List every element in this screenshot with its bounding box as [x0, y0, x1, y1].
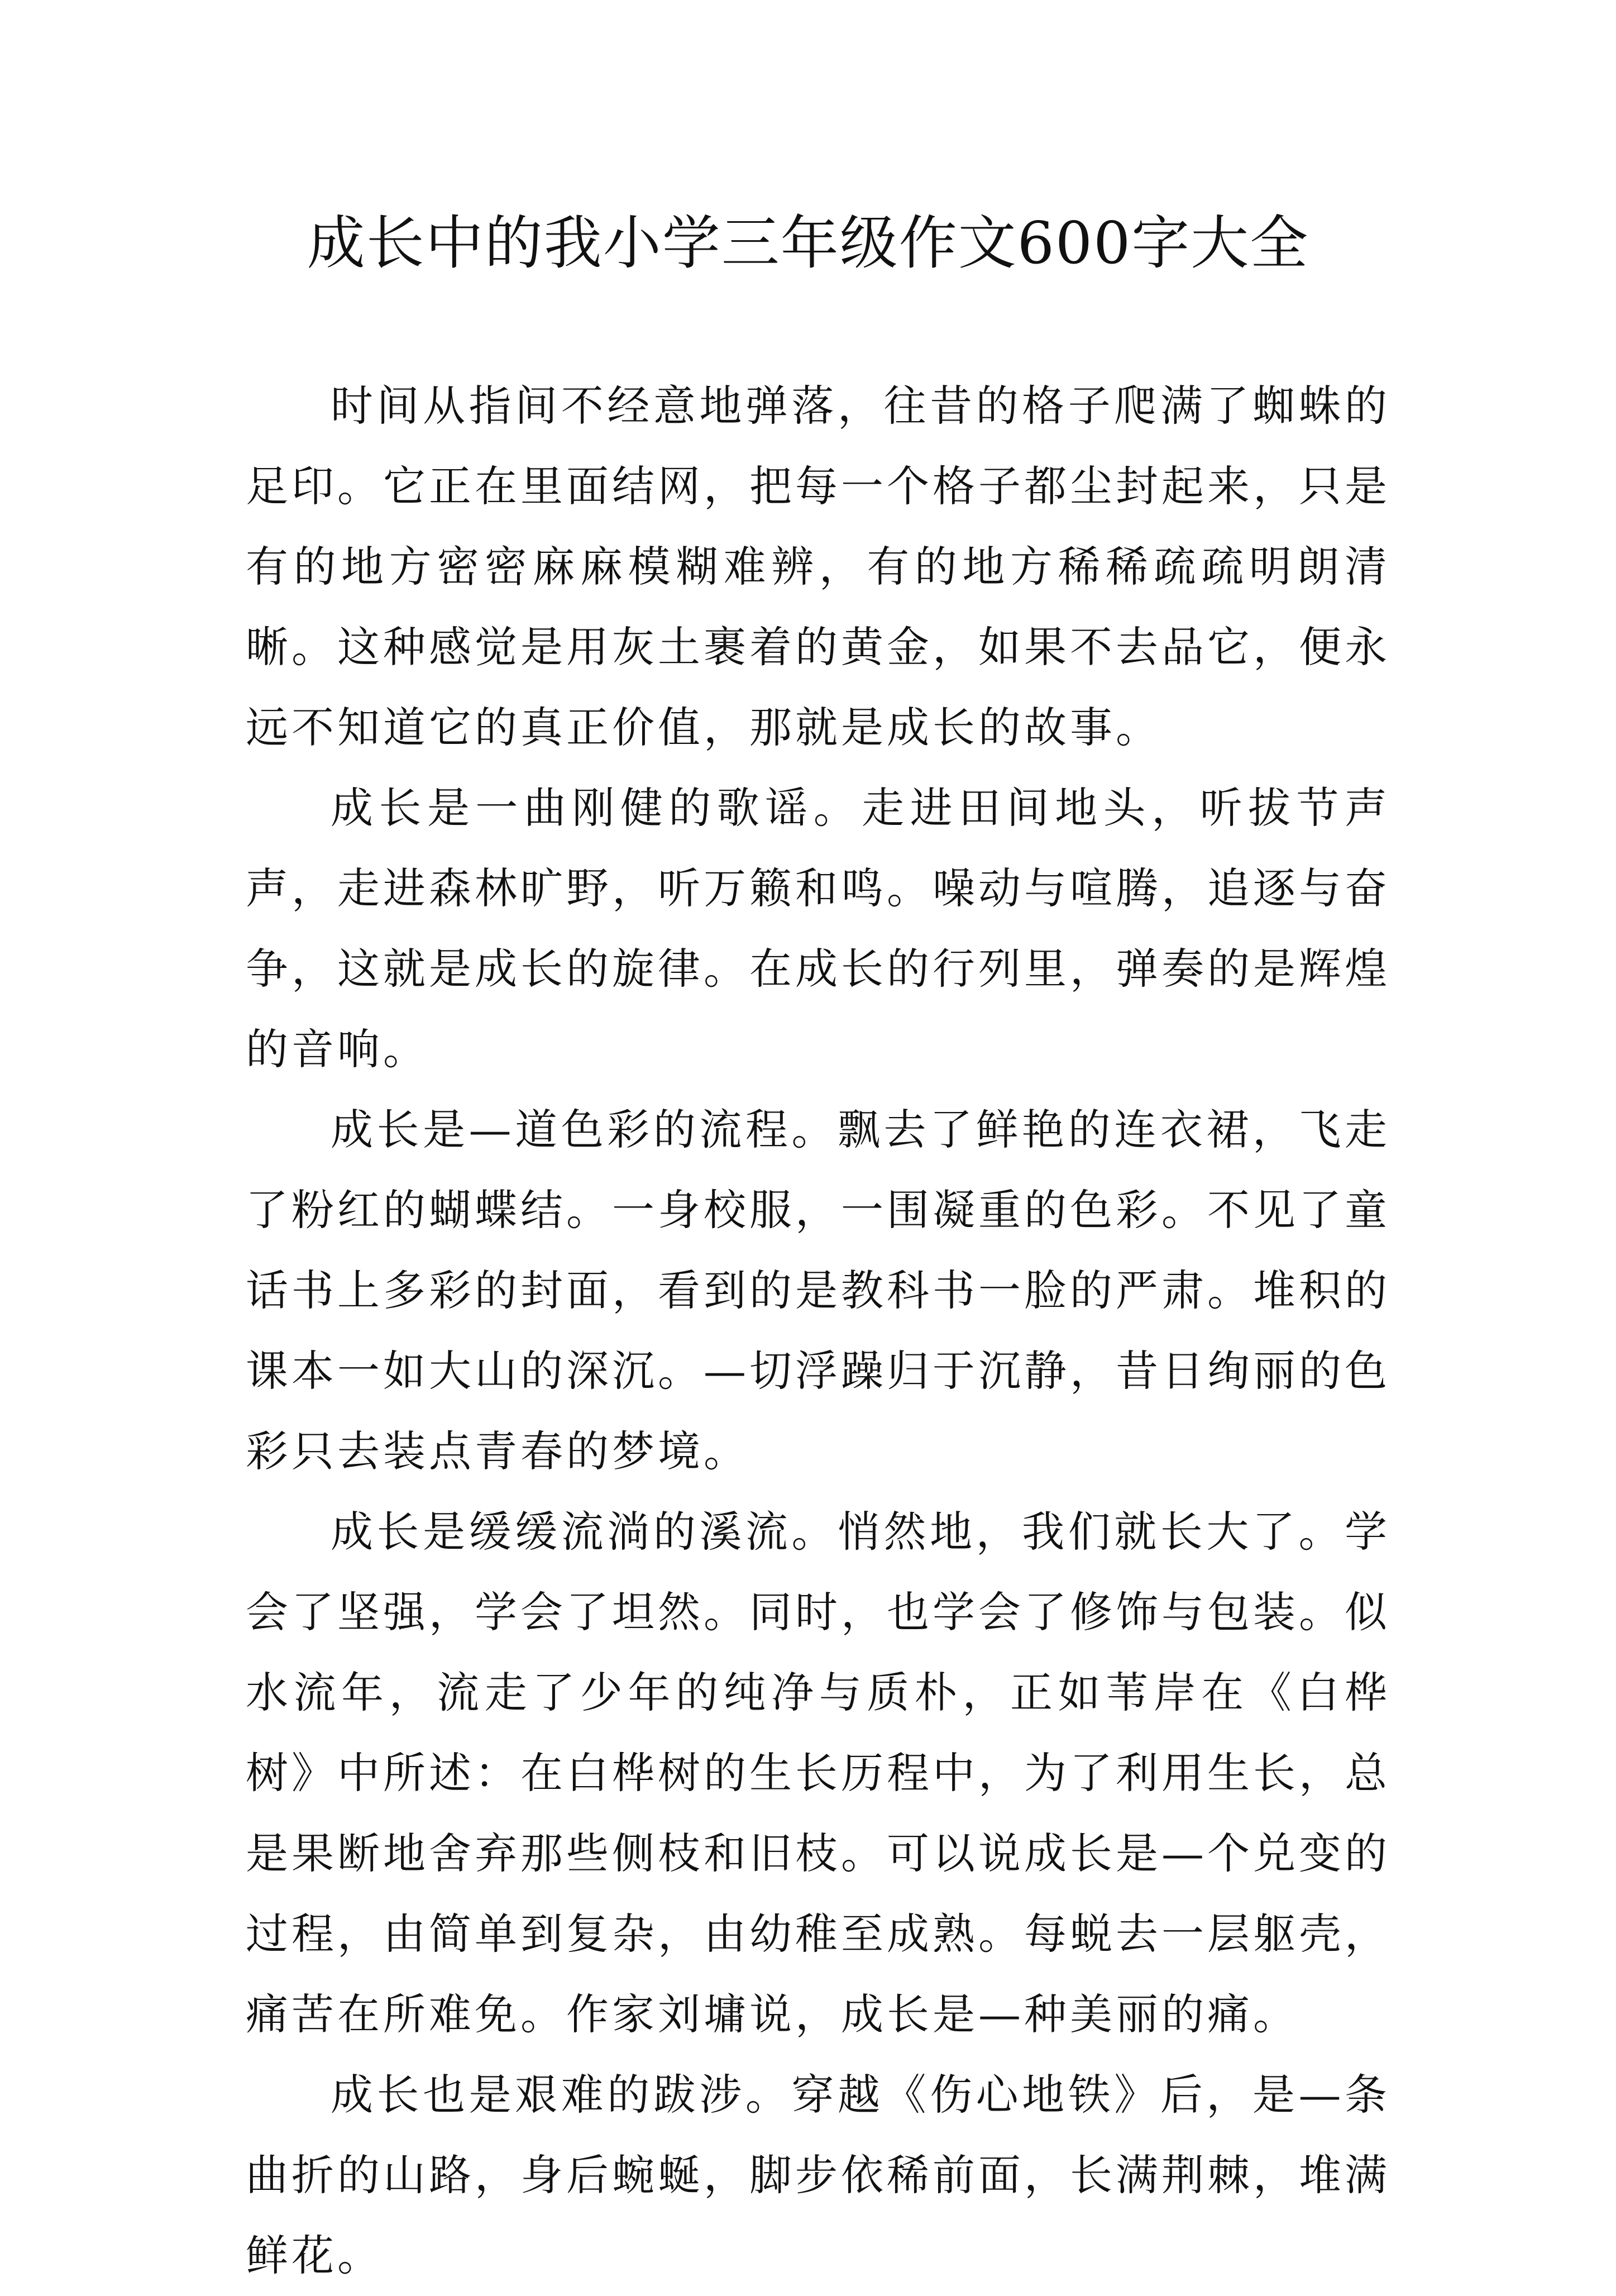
document-body [246, 366, 1390, 2296]
paragraph-5: 成长也是艰难的跋涉。穿越《伤心地铁》后，是—条曲折的山路，身后蜿蜒，脚步依稀前面，长满荆棘，堆满鲜花。 [246, 2070, 1390, 2280]
paragraph-2: 成长是一曲刚健的歌谣。走进田间地头，听拔节声声，走进森林旷野，听万籁和鸣。噪动与喧腾，追逐与奋争，这就是成长的旋律。在成长的行列里，弹奏的是辉煌的音响。 [246, 783, 1390, 1074]
paragraph-3: 成长是—道色彩的流程。飘去了鲜艳的连衣裙，飞走了粉红的蝴蝶结。一身校服，一围凝重的色彩。不见了童话书上多彩的封面，看到的是教科书一脸的严肃。堆积的课本一如大山的深沉。—切浮躁归于沉静，昔日绚丽的色彩只去装点青春的梦境。 [246, 1105, 1390, 1476]
paragraph-4: 成长是缓缓流淌的溪流。悄然地，我们就长大了。学会了坚强，学会了坦然。同时，也学会了修饰与包装。似水流年，流走了少年的纯净与质朴，正如苇岸在《白桦树》中所述：在白桦树的生长历程中，为了利用生长，总是果断地舍弃那些侧枝和旧枝。可以说成长是—个兑变的过程，由简单到复杂，由幼稚至成熟。每蜕去一层躯壳，痛苦在所难免。作家刘墉说，成长是—种美丽的痛。 [246, 1507, 1390, 2039]
document-title: 成长中的我小学三年级作文600字大全 [307, 209, 1309, 277]
paragraph-1: 时间从指间不经意地弹落，往昔的格子爬满了蜘蛛的足印。它正在里面结网，把每一个格子都尘封起来，只是有的地方密密麻麻模糊难辨，有的地方稀稀疏疏明朗清晰。这种感觉是用灰土裹着的黄金，如果不去品它，便永远不知道它的真正价值，那就是成长的故事。 [246, 381, 1390, 752]
